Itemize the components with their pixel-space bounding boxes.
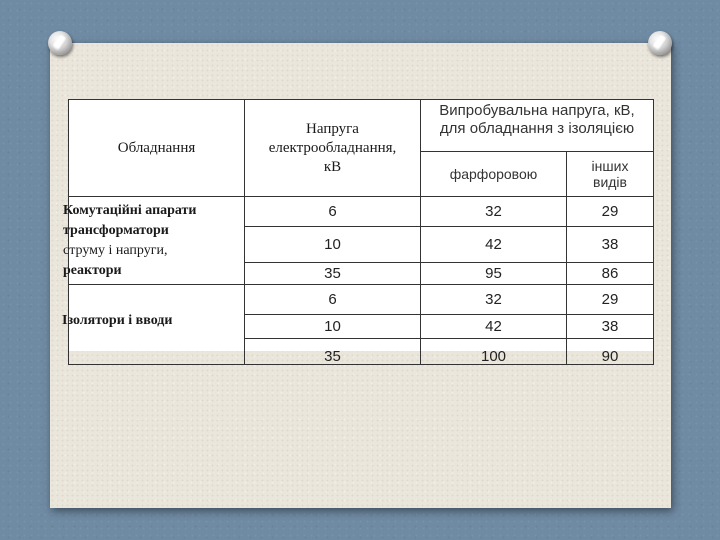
other-cell: 38	[567, 227, 654, 263]
voltage-cell: 35	[245, 263, 421, 285]
porcelain-cell: 42	[421, 227, 567, 263]
table-row	[69, 285, 654, 315]
other-cell: 86	[567, 263, 654, 285]
porcelain-cell: 32	[421, 197, 567, 227]
voltage-cell: 6	[245, 197, 421, 227]
table-row	[69, 197, 654, 227]
voltage-cell: 10	[245, 227, 421, 263]
porcelain-cell: 32	[421, 285, 567, 315]
porcelain-cell: 42	[421, 315, 567, 339]
test-voltage-table	[62, 99, 654, 365]
other-cell: 90	[567, 339, 654, 365]
header-porcelain: фарфоровою	[421, 152, 567, 197]
porcelain-cell: 100	[421, 339, 567, 365]
table-image	[62, 99, 653, 365]
equipment-cell: Ізолятори і вводи	[69, 285, 245, 365]
other-cell: 29	[567, 197, 654, 227]
equipment-cell: Комутаційні апарати трансформатори струму і напруги, реактори	[69, 197, 245, 285]
voltage-cell: 10	[245, 315, 421, 339]
other-cell: 38	[567, 315, 654, 339]
pushpin-icon	[648, 31, 672, 55]
header-other: інших видів	[567, 152, 654, 197]
porcelain-cell: 95	[421, 263, 567, 285]
header-equipment: Обладнання	[69, 100, 245, 197]
header-voltage: Напруга електрообладнання, кВ	[245, 100, 421, 197]
header-test-voltage: Випробувальна напруга, кВ, для обладнання з ізоляцією	[421, 100, 654, 152]
pushpin-icon	[48, 31, 72, 55]
other-cell: 29	[567, 285, 654, 315]
voltage-cell: 6	[245, 285, 421, 315]
voltage-cell: 35	[245, 339, 421, 365]
